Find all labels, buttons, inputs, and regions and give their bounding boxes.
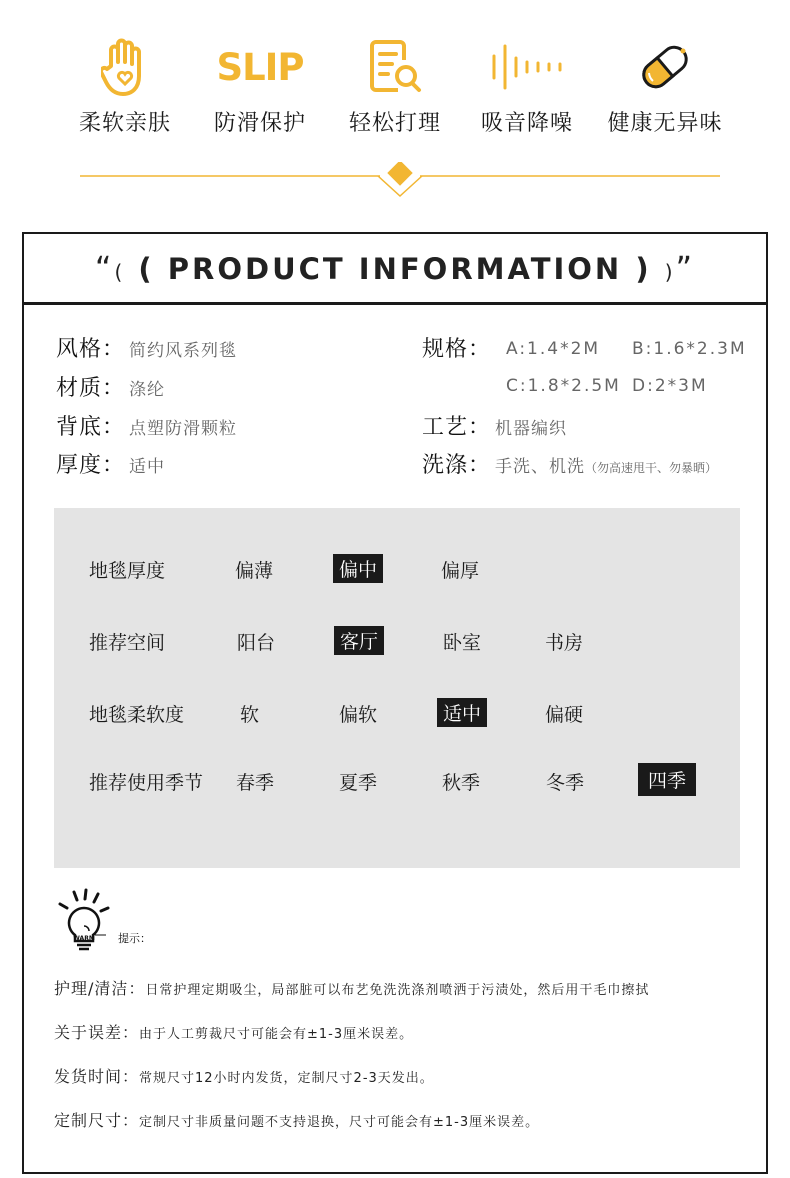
attribute-option: 秋季 bbox=[442, 772, 481, 794]
spec-wash bbox=[422, 448, 717, 479]
product-info-title bbox=[95, 249, 695, 287]
spec-material bbox=[56, 371, 165, 402]
care-key: 护理/清洁： bbox=[54, 979, 146, 998]
attribute-option-selected: 适中 bbox=[437, 698, 487, 727]
spec-backing bbox=[56, 410, 237, 441]
attribute-option: 书房 bbox=[545, 632, 584, 654]
spec-value: 涤纶 bbox=[129, 380, 166, 400]
attribute-option: 偏厚 bbox=[441, 560, 480, 582]
spec-craft bbox=[422, 410, 567, 441]
spec-key: 背底： bbox=[56, 415, 126, 440]
spec-size-a bbox=[502, 335, 600, 360]
open-paren-small: ( bbox=[114, 260, 126, 284]
section-divider bbox=[80, 162, 720, 198]
spec-value: D:2*3M bbox=[632, 376, 708, 396]
spec-key: 厚度： bbox=[56, 453, 126, 478]
feature-label: 轻松打理 bbox=[348, 111, 441, 136]
open-quote: “ bbox=[94, 249, 115, 287]
feature-soft bbox=[55, 30, 195, 137]
spec-key: 洗涤： bbox=[422, 453, 492, 478]
feature-sound bbox=[457, 30, 597, 137]
feature-label: 防滑保护 bbox=[213, 111, 306, 136]
feature-label: 柔软亲肤 bbox=[78, 111, 171, 136]
slip-icon-text: SLIP bbox=[216, 45, 304, 89]
feature-healthy bbox=[595, 30, 735, 137]
attribute-option: 软 bbox=[240, 704, 260, 726]
care-key: 发货时间： bbox=[54, 1067, 140, 1086]
sound-wave-icon bbox=[457, 30, 597, 104]
spec-value: B:1.6*2.3M bbox=[632, 339, 747, 359]
attribute-row-thickness bbox=[54, 548, 740, 588]
spec-value: 简约风系列毯 bbox=[129, 341, 238, 361]
spec-size bbox=[422, 332, 491, 363]
spec-size-b bbox=[628, 335, 747, 360]
spec-key: 风格： bbox=[56, 337, 126, 362]
product-info-title-bar bbox=[24, 234, 766, 305]
spec-value: 适中 bbox=[129, 457, 166, 477]
spec-value: C:1.8*2.5M bbox=[506, 376, 621, 396]
care-key: 关于误差： bbox=[54, 1023, 140, 1042]
care-note-cleaning bbox=[54, 976, 649, 999]
feature-easy-care bbox=[325, 30, 465, 137]
attribute-option: 冬季 bbox=[546, 772, 585, 794]
spec-value: A:1.4*2M bbox=[506, 339, 601, 359]
tip-label: 提示： bbox=[118, 932, 151, 945]
care-key: 定制尺寸： bbox=[54, 1111, 140, 1130]
spec-key: 工艺： bbox=[422, 415, 492, 440]
attribute-option: 春季 bbox=[236, 772, 275, 794]
warm-bulb-text: WARM bbox=[73, 935, 95, 942]
care-note-error bbox=[54, 1020, 413, 1043]
attribute-row-season bbox=[54, 760, 740, 800]
attribute-option: 偏硬 bbox=[545, 704, 584, 726]
attribute-row-space bbox=[54, 620, 740, 660]
document-search-icon bbox=[325, 30, 465, 104]
close-quote: ” bbox=[675, 249, 696, 287]
feature-label: 吸音降噪 bbox=[480, 111, 573, 136]
close-paren-big: ) bbox=[635, 252, 652, 286]
attribute-label: 推荐使用季节 bbox=[89, 772, 204, 794]
attribute-option: 偏软 bbox=[339, 704, 378, 726]
tip-block bbox=[48, 886, 168, 956]
care-value: 由于人工剪裁尺寸可能会有±1-3厘米误差。 bbox=[139, 1027, 414, 1042]
spec-thickness bbox=[56, 448, 165, 479]
close-paren-small: ) bbox=[664, 260, 676, 284]
attribute-option-selected: 客厅 bbox=[334, 626, 384, 655]
open-paren-big: ( bbox=[138, 252, 155, 286]
spec-size-d bbox=[628, 372, 708, 397]
spec-style bbox=[56, 332, 237, 363]
attribute-panel bbox=[54, 508, 740, 868]
slip-text-icon bbox=[190, 30, 330, 104]
attribute-option-selected: 偏中 bbox=[333, 554, 383, 583]
title-text: PRODUCT INFORMATION bbox=[167, 252, 623, 286]
attribute-option: 偏薄 bbox=[235, 560, 274, 582]
attribute-option: 阳台 bbox=[237, 632, 276, 654]
feature-antislip bbox=[190, 30, 330, 137]
attribute-label: 地毯厚度 bbox=[89, 560, 166, 582]
spec-value: 手洗、机洗 bbox=[495, 457, 586, 477]
spec-note: （勿高速甩干、勿暴晒） bbox=[585, 461, 718, 475]
care-note-shipping bbox=[54, 1064, 434, 1087]
product-info-box bbox=[22, 232, 768, 1174]
care-value: 常规尺寸12小时内发货，定制尺寸2-3天发出。 bbox=[139, 1071, 434, 1086]
attribute-label: 地毯柔软度 bbox=[89, 704, 185, 726]
attribute-option-selected: 四季 bbox=[638, 763, 696, 796]
spec-key: 材质： bbox=[56, 376, 126, 401]
spec-key: 规格： bbox=[422, 337, 492, 362]
attribute-option: 夏季 bbox=[339, 772, 378, 794]
care-value: 定制尺寸非质量问题不支持退换，尺寸可能会有±1-3厘米误差。 bbox=[139, 1115, 540, 1130]
lightbulb-icon bbox=[48, 886, 118, 956]
attribute-option: 卧室 bbox=[443, 632, 482, 654]
attribute-label: 推荐空间 bbox=[89, 632, 166, 654]
spec-value: 机器编织 bbox=[495, 419, 568, 439]
care-note-custom bbox=[54, 1108, 539, 1131]
spec-size-c bbox=[502, 372, 621, 397]
feature-label: 健康无异味 bbox=[607, 111, 723, 136]
attribute-row-softness bbox=[54, 692, 740, 732]
spec-value: 点塑防滑颗粒 bbox=[129, 419, 238, 439]
feature-row bbox=[0, 30, 790, 140]
hand-heart-icon bbox=[55, 30, 195, 104]
capsule-icon bbox=[595, 30, 735, 104]
care-value: 日常护理定期吸尘，局部脏可以布艺免洗洗涤剂喷洒于污渍处，然后用干毛巾擦拭 bbox=[145, 983, 650, 998]
